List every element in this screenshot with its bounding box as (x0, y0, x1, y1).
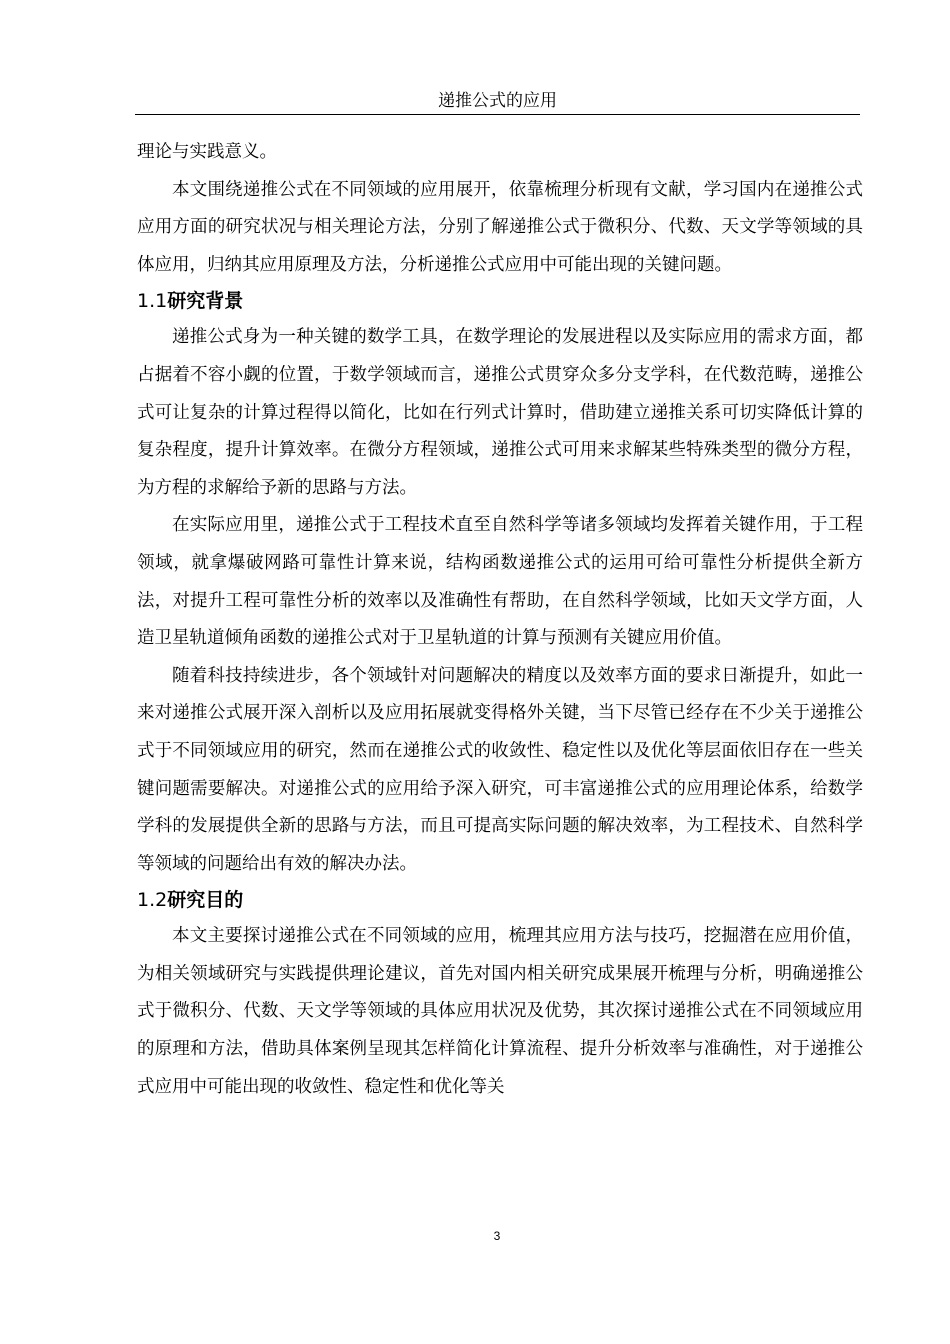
section-number: 1.1 (137, 290, 168, 313)
section-title: 研究背景 (167, 290, 244, 313)
section-heading-purpose (137, 883, 863, 918)
section-number: 1.2 (137, 889, 168, 912)
paragraph-background-2: 在实际应用里，递推公式于工程技术直至自然科学等诸多领域均发挥着关键作用，于工程领域，就拿爆破网路可靠性计算来说，结构函数递推公式的运用可给可靠性分析提供全新方法，对提升工程可靠性分析的效率以及准确性有帮助，在自然科学领域，比如天文学方面，人造卫星轨道倾角函数的递推公式对于卫星轨道的计算与预测有关键应用价值。 (137, 515, 863, 649)
paragraph-background-1: 递推公式身为一种关键的数学工具，在数学理论的发展进程以及实际应用的需求方面，都占据着不容小觑的位置，于数学领域而言，递推公式贯穿众多分支学科，在代数范畴，递推公式可让复杂的计算过程得以简化，比如在行列式计算时，借助建立递推关系可切实降低计算的复杂程度，提升计算效率。在微分方程领域，递推公式可用来求解某些特殊类型的微分方程，为方程的求解给予新的思路与方法。 (137, 327, 863, 498)
running-header: 递推公式的应用 (438, 91, 557, 111)
page-number: 3 (493, 1229, 501, 1243)
paragraph-intro: 本文围绕递推公式在不同领域的应用展开，依靠梳理分析现有文献，学习国内在递推公式应用方面的研究状况与相关理论方法，分别了解递推公式于微积分、代数、天文学等领域的具体应用，归纳其应用原理及方法，分析递推公式应用中可能出现的关键问题。 (137, 179, 863, 275)
section-title: 研究目的 (167, 889, 244, 912)
paragraph-continuation: 理论与实践意义。 (137, 142, 277, 162)
paragraph-background-3: 随着科技持续进步，各个领域针对问题解决的精度以及效率方面的要求日渐提升，如此一来对递推公式展开深入剖析以及应用拓展就变得格外关键，当下尽管已经存在不少关于递推公式于不同领域应用的研究，然而在递推公式的收敛性、稳定性以及优化等层面依旧存在一些关键问题需要解决。对递推公式的应用给予深入研究，可丰富递推公式的应用理论体系，给数学学科的发展提供全新的思路与方法，而且可提高实际问题的解决效率，为工程技术、自然科学等领域的问题给出有效的解决办法。 (137, 665, 863, 874)
header-rule (135, 114, 860, 115)
section-heading-background (137, 284, 863, 319)
body-text (137, 134, 863, 1106)
paragraph-purpose-1: 本文主要探讨递推公式在不同领域的应用，梳理其应用方法与技巧，挖掘潜在应用价值，为相关领域研究与实践提供理论建议，首先对国内相关研究成果展开梳理与分析，明确递推公式于微积分、代数、天文学等领域的具体应用状况及优势，其次探讨递推公式在不同领域应用的原理和方法，借助具体案例呈现其怎样简化计算流程、提升分析效率与准确性，对于递推公式应用中可能出现的收敛性、稳定性和优化等关 (137, 926, 863, 1097)
